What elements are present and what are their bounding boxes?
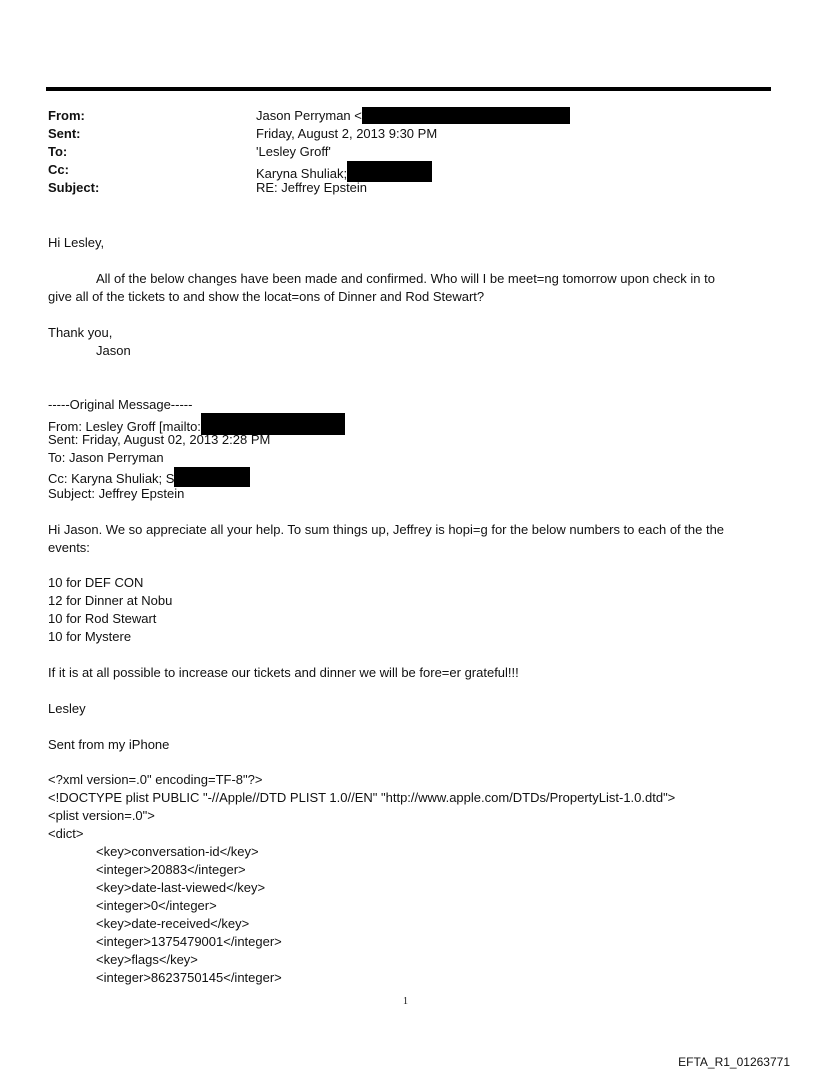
header-rule	[46, 87, 771, 91]
original-name: Lesley	[48, 701, 86, 716]
original-from-text: From: Lesley Groff [mailto:	[48, 419, 201, 434]
original-body-line-1: Hi Jason. We so appreciate all your help. To sum things up, Jeffrey is hopi=g for the below numbers to each of the the	[48, 522, 725, 537]
reply-thanks: Thank you,	[48, 325, 113, 340]
reply-greeting: Hi Lesley,	[48, 235, 105, 250]
xml-indented-line: <integer>1375479001</integer>	[96, 934, 282, 949]
original-sent: Sent: Friday, August 02, 2013 2:28 PM	[48, 432, 271, 447]
xml-line: <plist version=.0">	[48, 808, 155, 823]
from-label: From:	[48, 108, 85, 123]
original-body-line-2: events:	[48, 540, 90, 555]
bates-number: EFTA_R1_01263771	[678, 1055, 790, 1069]
sent-label: Sent:	[48, 126, 81, 141]
original-subject: Subject: Jeffrey Epstein	[48, 486, 185, 501]
xml-indented-line: <key>conversation-id</key>	[96, 844, 259, 859]
redaction-box	[174, 467, 250, 487]
original-cc-text: Cc: Karyna Shuliak; S	[48, 471, 175, 486]
original-divider: -----Original Message-----	[48, 397, 193, 412]
xml-indented-line: <key>flags</key>	[96, 952, 198, 967]
from-value	[256, 107, 570, 125]
sent-value: Friday, August 2, 2013 9:30 PM	[256, 126, 438, 141]
page-number: 1	[403, 996, 408, 1007]
to-label: To:	[48, 144, 68, 159]
xml-indented-line: <integer>20883</integer>	[96, 862, 246, 877]
xml-line: <!DOCTYPE plist PUBLIC "-//Apple//DTD PLIST 1.0//EN" "http://www.apple.com/DTDs/PropertyList-1.0.dtd">	[48, 790, 676, 805]
xml-indented-line: <integer>8623750145</integer>	[96, 970, 282, 985]
subject-label: Subject:	[48, 180, 100, 195]
original-to: To: Jason Perryman	[48, 450, 164, 465]
original-closing: If it is at all possible to increase our tickets and dinner we will be fore=er grateful!!!	[48, 665, 519, 680]
cc-label: Cc:	[48, 162, 69, 177]
list-item: 10 for DEF CON	[48, 575, 144, 590]
xml-line: <dict>	[48, 826, 84, 841]
xml-indented-line: <key>date-last-viewed</key>	[96, 880, 266, 895]
redaction-box	[362, 107, 570, 124]
xml-indented-line: <integer>0</integer>	[96, 898, 217, 913]
reply-paragraph-line-1: All of the below changes have been made and confirmed. Who will I be meet=ng tomorrow upon check in to	[96, 271, 715, 286]
reply-paragraph-line-2: give all of the tickets to and show the locat=ons of Dinner and Rod Stewart?	[48, 289, 485, 304]
to-value: 'Lesley Groff'	[256, 144, 331, 159]
list-item: 10 for Rod Stewart	[48, 611, 157, 626]
cc-names: Karyna Shuliak;	[256, 166, 348, 181]
from-name: Jason Perryman <	[256, 108, 362, 123]
subject-value: RE: Jeffrey Epstein	[256, 180, 368, 195]
xml-indented-line: <key>date-received</key>	[96, 916, 250, 931]
list-item: 10 for Mystere	[48, 629, 132, 644]
xml-line: <?xml version=.0" encoding=TF-8"?>	[48, 772, 263, 787]
reply-signature: Jason	[96, 343, 131, 358]
sent-from-iphone: Sent from my iPhone	[48, 737, 170, 752]
list-item: 12 for Dinner at Nobu	[48, 593, 173, 608]
